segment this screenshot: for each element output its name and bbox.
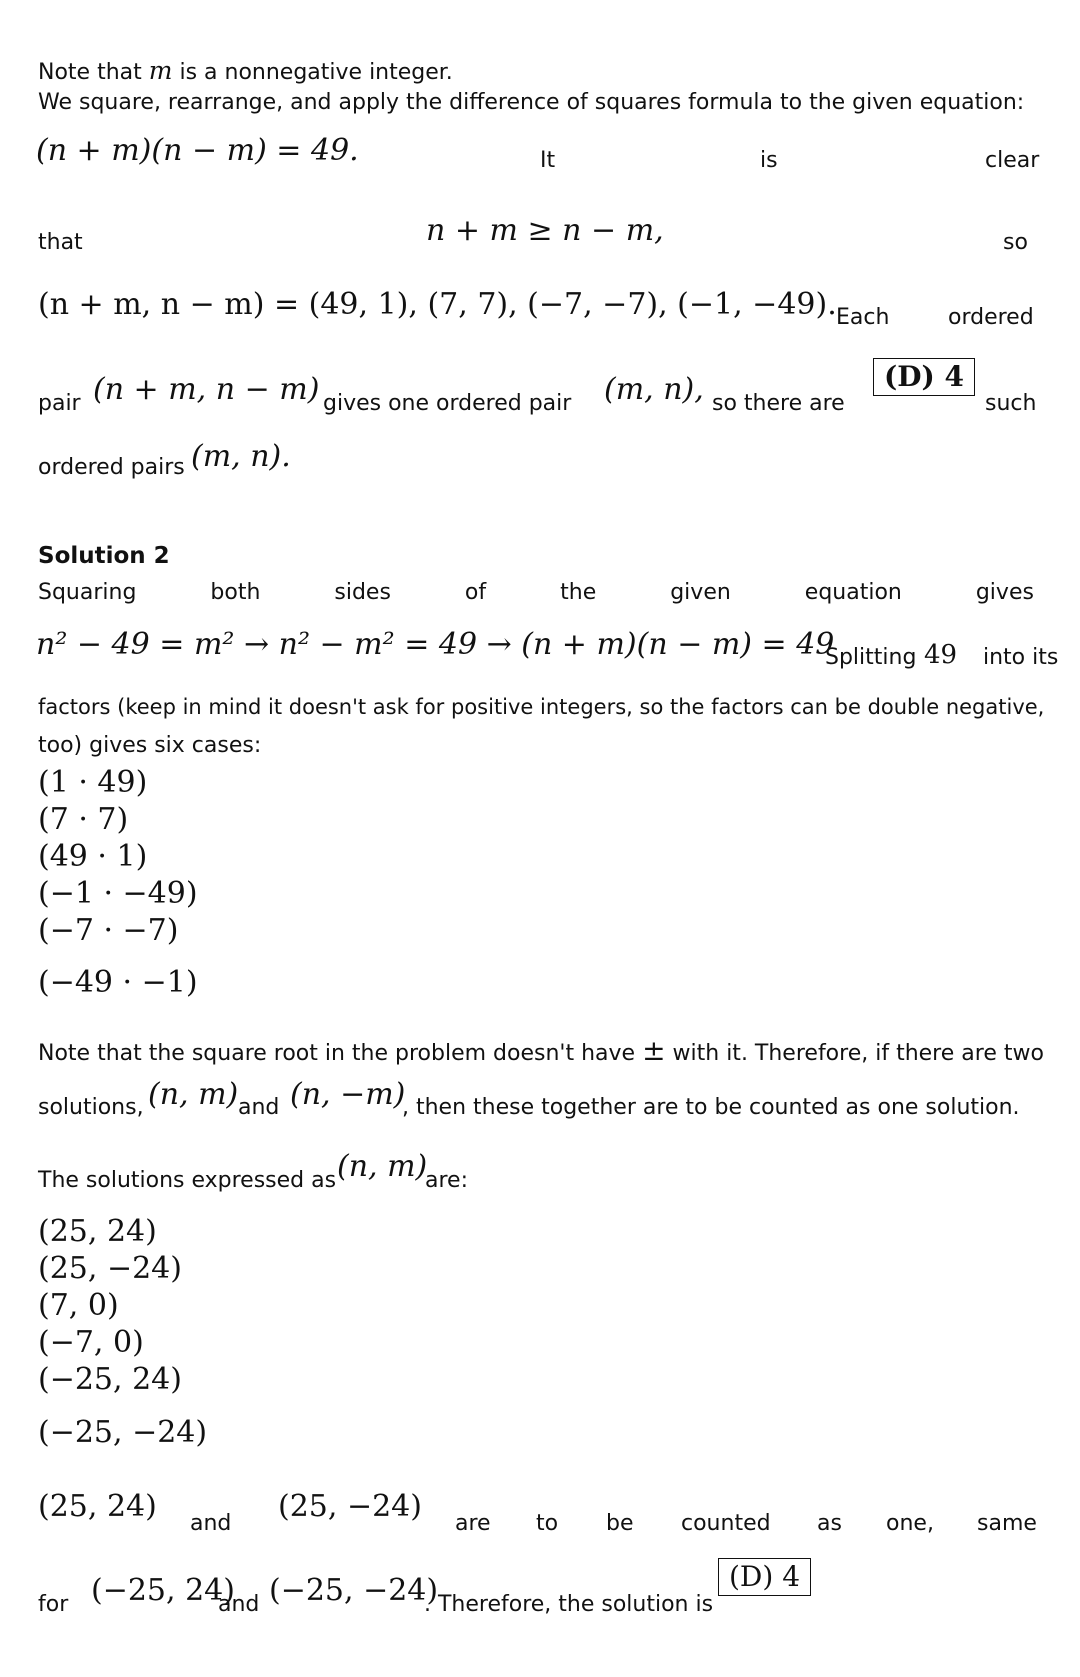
var-m: m	[148, 56, 173, 85]
solution-4: (−7, 0)	[38, 1325, 144, 1360]
factors-text: factors (keep in mind it doesn't ask for positive integers, so the factors can be double negative,	[38, 695, 1045, 719]
pair-expression: (n + m, n − m)	[93, 372, 320, 407]
factor-pairs-equation: (n + m, n − m) = (49, 1), (7, 7), (−7, −7), (−1, −49).	[38, 287, 837, 322]
case-3: (49 · 1)	[38, 839, 148, 874]
inequality: n + m ≥ n − m,	[426, 213, 664, 248]
word: equation	[804, 580, 902, 605]
case-1: (1 · 49)	[38, 765, 148, 800]
then-text: , then these together are to be counted as one solution.	[402, 1095, 1020, 1120]
note-end: with it. Therefore, if there are two	[672, 1041, 1044, 1066]
word-and-3: and	[218, 1592, 260, 1617]
word-clear: clear	[985, 148, 1040, 173]
word-ordered: ordered	[948, 305, 1034, 330]
therefore-text: . Therefore, the solution is	[424, 1592, 714, 1617]
intro-lead: Note that	[38, 60, 142, 85]
so-there-are-text: so there are	[712, 391, 845, 416]
plus-minus-symbol: ±	[642, 1034, 666, 1067]
number-49: 49	[924, 640, 958, 670]
note-text	[38, 1034, 1044, 1067]
intro-end: is a nonnegative integer.	[179, 60, 453, 85]
word: given	[670, 580, 731, 605]
case-4: (−1 · −49)	[38, 876, 198, 911]
solution-b: (25, −24)	[278, 1489, 422, 1524]
intro-text	[38, 58, 453, 84]
word-and: and	[238, 1095, 280, 1120]
solution-6: (−25, −24)	[38, 1415, 208, 1450]
six-cases-text: too) gives six cases:	[38, 733, 262, 758]
solution-c: (−25, 24)	[91, 1573, 235, 1608]
word-such: such	[985, 391, 1037, 416]
word-it: It	[540, 148, 556, 173]
word-one: one,	[886, 1511, 934, 1536]
word-that: that	[38, 230, 83, 255]
note-lead: Note that the square root in the problem doesn't have	[38, 1041, 636, 1066]
solution-a: (25, 24)	[38, 1489, 157, 1524]
word-so: so	[1003, 230, 1028, 255]
case-5: (−7 · −7)	[38, 913, 179, 948]
word-be: be	[606, 1511, 634, 1536]
into-its-text: into its	[983, 645, 1059, 670]
word-and-2: and	[190, 1511, 232, 1536]
answer-box-1: (D) 4	[873, 358, 975, 396]
pair-mn: (m, n),	[604, 372, 704, 407]
solution-3: (7, 0)	[38, 1288, 119, 1323]
word: gives	[975, 580, 1034, 605]
word-counted: counted	[681, 1511, 771, 1536]
word-as: as	[817, 1511, 842, 1536]
word: the	[560, 580, 597, 605]
word-to: to	[536, 1511, 559, 1536]
equation-chain: n² − 49 = m² → n² − m² = 49 → (n + m)(n − m) = 49	[36, 627, 835, 662]
word-is: is	[760, 148, 778, 173]
solution-d: (−25, −24)	[269, 1573, 439, 1608]
solution-2-heading: Solution 2	[38, 543, 170, 569]
word-each: Each	[836, 305, 890, 330]
ordered-pairs-text: ordered pairs	[38, 455, 185, 480]
word-are: are	[455, 1511, 491, 1536]
word-pair: pair	[38, 391, 81, 416]
word: both	[210, 580, 261, 605]
word-solutions: solutions,	[38, 1095, 144, 1120]
pair-nm-2: (n, m)	[337, 1149, 428, 1184]
word-splitting: Splitting	[825, 645, 917, 670]
expressed-text: The solutions expressed as	[38, 1168, 337, 1193]
are-text: are:	[425, 1168, 468, 1193]
case-2: (7 · 7)	[38, 802, 129, 837]
equation-factored: (n + m)(n − m) = 49.	[36, 133, 359, 168]
solution-5: (−25, 24)	[38, 1362, 182, 1397]
word-same: same	[977, 1511, 1037, 1536]
word: Squaring	[38, 580, 137, 605]
method-text: We square, rearrange, and apply the difference of squares formula to the given equation:	[38, 90, 1025, 115]
pair-n-neg-m: (n, −m)	[290, 1077, 406, 1112]
pair-mn-final: (m, n).	[191, 439, 291, 474]
solution-1: (25, 24)	[38, 1214, 157, 1249]
answer-box-2: (D) 4	[718, 1558, 811, 1596]
pair-nm: (n, m)	[148, 1077, 239, 1112]
word: of	[464, 580, 487, 605]
case-6: (−49 · −1)	[38, 965, 198, 1000]
solution-2: (25, −24)	[38, 1251, 182, 1286]
gives-text: gives one ordered pair	[323, 391, 572, 416]
word-for: for	[38, 1592, 69, 1617]
word: sides	[334, 580, 391, 605]
row-squaring	[38, 582, 1034, 604]
